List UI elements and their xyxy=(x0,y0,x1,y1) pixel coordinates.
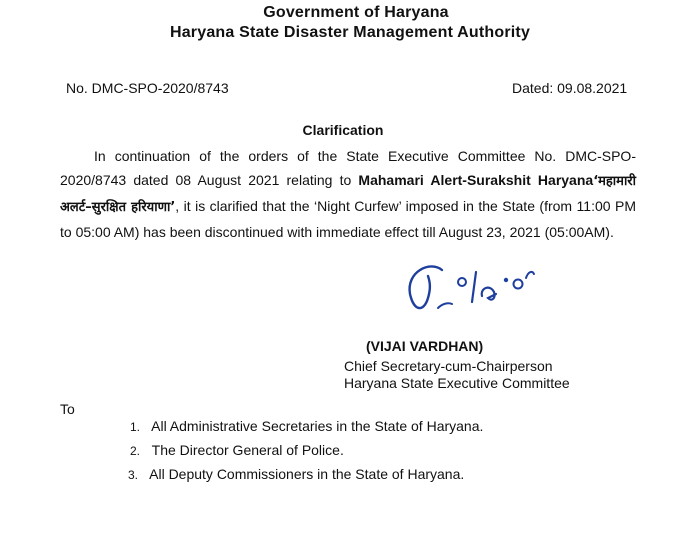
signature-image xyxy=(400,258,570,324)
body-bold-scheme-name: Mahamari Alert-Surakshit Haryana xyxy=(358,172,594,188)
recipient-number: 2. xyxy=(130,444,141,458)
recipient-text: All Administrative Secretaries in the State of Haryana. xyxy=(151,418,484,434)
recipient-text: All Deputy Commissioners in the State of Haryana. xyxy=(149,466,465,482)
signature-stroke xyxy=(458,278,466,286)
signature-stroke xyxy=(482,288,496,300)
signature-stroke xyxy=(438,303,452,308)
clarification-body xyxy=(60,144,636,244)
date-label: Dated: 09.08.2021 xyxy=(512,80,628,96)
signatory-designation: Chief Secretary-cum-Chairperson xyxy=(344,358,553,374)
signature-stroke xyxy=(526,272,534,278)
signature-stroke xyxy=(410,266,442,308)
reference-number: No. DMC-SPO-2020/8743 xyxy=(66,80,229,96)
body-text-part1: In continuation of the orders of the State Executive Committee No. DMC-SPO-2020/8743 dated 08 August 2021 relating to xyxy=(60,148,636,188)
to-label: To xyxy=(60,401,75,417)
recipient-number: 3. xyxy=(128,468,139,482)
recipient-item xyxy=(130,418,483,434)
clarification-heading: Clarification xyxy=(302,122,384,138)
recipient-text: The Director General of Police. xyxy=(151,442,344,458)
signatory-committee: Haryana State Executive Committee xyxy=(344,375,570,391)
signature-stroke xyxy=(472,272,476,302)
body-bold-hindi-name: ‘महामारी अलर्ट–सुरक्षित हरियाणा’ xyxy=(60,174,636,215)
recipient-item xyxy=(128,466,464,482)
government-title: Government of Haryana xyxy=(263,4,449,21)
body-text-part2: , it is clarified that the ‘Night Curfew’ imposed in the State (from 11:00 PM to 05:00 AM) has been discontinued with immediate effect till August 23, 2021 (05:00AM). xyxy=(60,198,636,240)
recipient-number: 1. xyxy=(130,420,141,434)
recipient-item xyxy=(130,442,344,458)
signature-stroke xyxy=(514,280,523,289)
signature-stroke xyxy=(504,278,508,282)
signatory-name: (VIJAI VARDHAN) xyxy=(366,338,484,354)
authority-title: Haryana State Disaster Management Authority xyxy=(169,24,531,41)
